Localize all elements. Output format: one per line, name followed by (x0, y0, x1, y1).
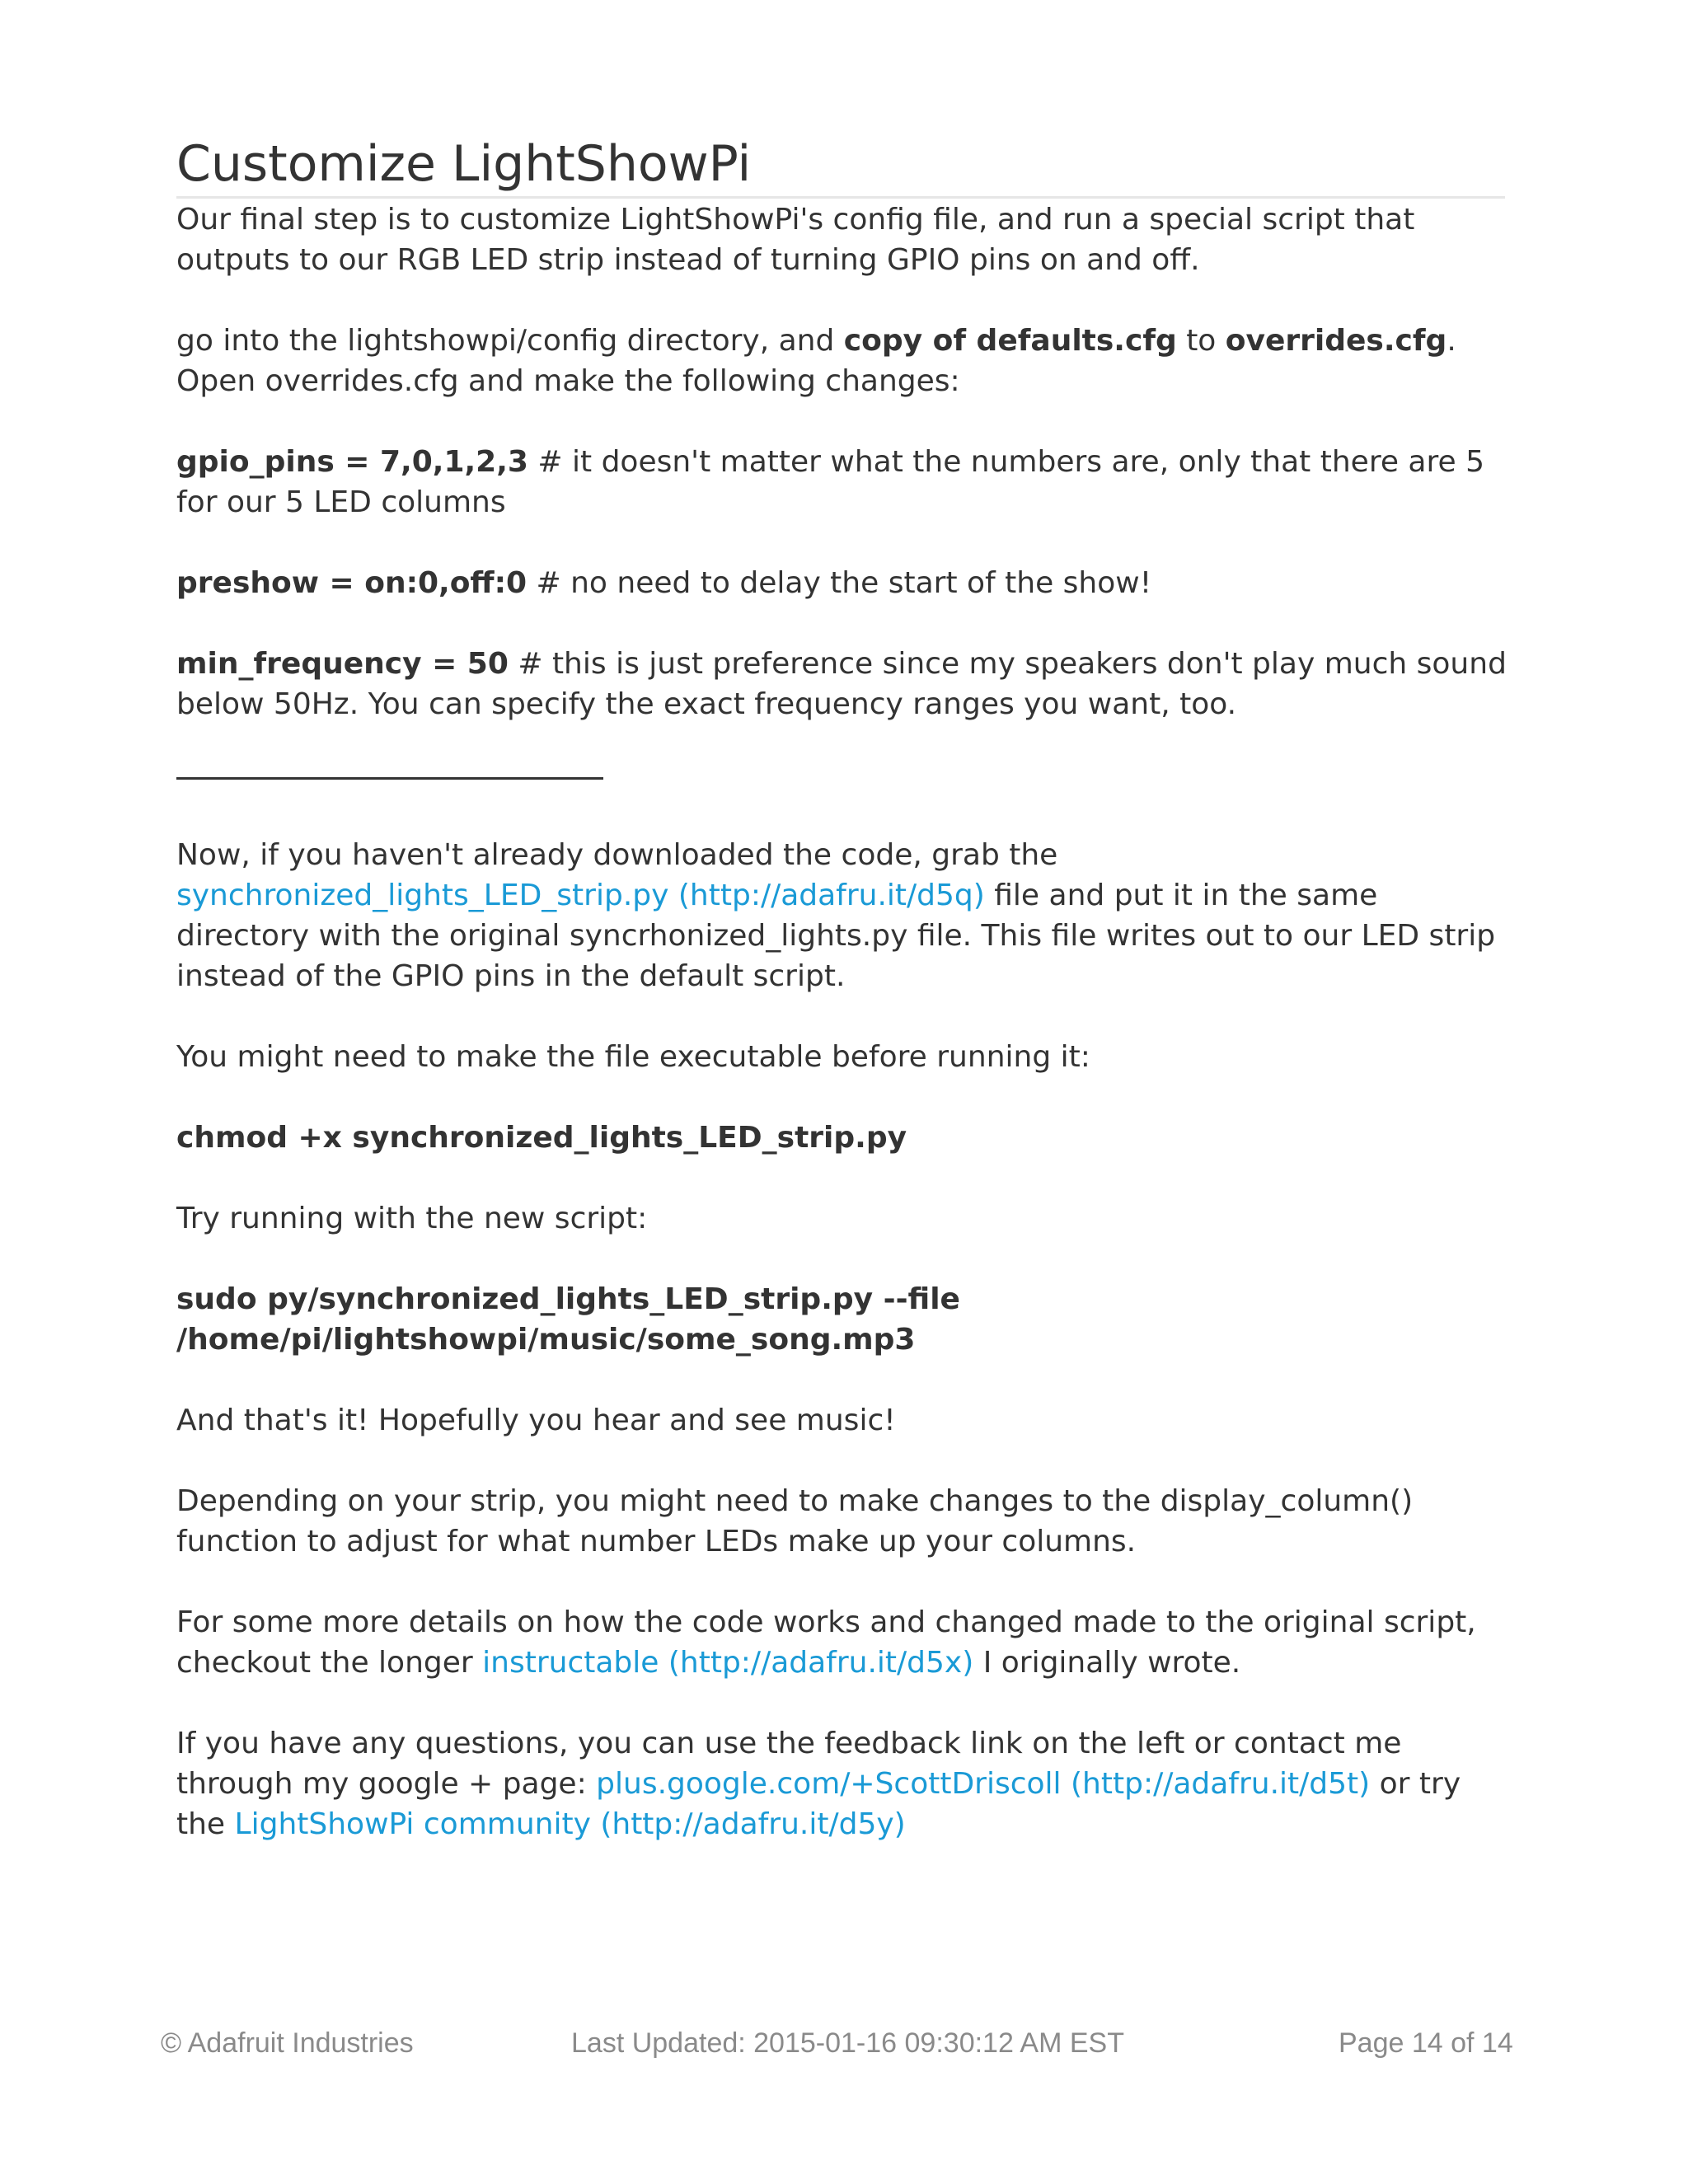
text-segment: If you have any questions, you can use the feedback link on the left or contact me through my google + page: (176, 1727, 1402, 1801)
done-paragraph: And that's it! Hopefully you hear and see music! (176, 1404, 896, 1437)
questions-paragraph (176, 1723, 1512, 1844)
text-segment: . Open overrides.cfg and make the following changes: (176, 324, 1456, 398)
preshow-note: # no need to delay the start of the show! (527, 566, 1152, 600)
text-segment: For some more details on how the code works and changed made to the original script, checkout the longer (176, 1605, 1476, 1680)
footer-copyright: © Adafruit Industries (161, 2027, 414, 2059)
footer-last-updated: Last Updated: 2015-01-16 09:30:12 AM EST (571, 2027, 1125, 2059)
page-footer (0, 2027, 1688, 2064)
text-segment: file and put it in the same directory with the original syncrhonized_lights.py file. This file writes out to our LED strip instead of the GPIO pins in the default script. (176, 879, 1496, 993)
preshow-code: preshow = on:0,off:0 (176, 566, 528, 600)
page-title: Customize LightShowPi (176, 132, 1505, 199)
preshow-setting (176, 563, 1512, 603)
sudo-command (176, 1279, 1198, 1360)
text-segment: Now, if you haven't already downloaded the code, grab the (176, 838, 1058, 872)
more-details-paragraph (176, 1602, 1512, 1683)
footer-page-number: Page 14 of 14 (1339, 2027, 1513, 2059)
google-plus-link[interactable]: plus.google.com/+ScottDriscoll (http://adafru.it/d5t) (596, 1767, 1371, 1801)
text-segment: go into the lightshowpi/config directory, and (176, 324, 844, 358)
article-body (176, 199, 1512, 1885)
depending-paragraph: Depending on your strip, you might need to make changes to the display_column() function to adjust for what number LEDs make up your columns. (176, 1484, 1414, 1558)
sudo-command-text: sudo py/synchronized_lights_LED_strip.py --file /home/pi/lightshowpi/music/some_song.mp3 (176, 1282, 960, 1357)
chmod-command (176, 1118, 1512, 1158)
min-frequency-code: min_frequency = 50 (176, 647, 509, 681)
text-segment: or try the (176, 1767, 1461, 1841)
chmod-command-text: chmod +x synchronized_lights_LED_strip.py (176, 1121, 907, 1155)
min-frequency-setting (176, 644, 1512, 724)
executable-paragraph: You might need to make the file executable before running it: (176, 1040, 1090, 1074)
bold-overrides-cfg: overrides.cfg (1225, 324, 1447, 358)
community-link[interactable]: LightShowPi community (http://adafru.it/d5y) (234, 1807, 906, 1841)
instructable-link[interactable]: instructable (http://adafru.it/d5x) (482, 1646, 974, 1680)
intro-paragraph: Our final step is to customize LightShowPi's config file, and run a special script that outputs to our RGB LED strip instead of turning GPIO pins on and off. (176, 203, 1415, 277)
gpio-pins-code: gpio_pins = 7,0,1,2,3 (176, 445, 528, 479)
download-paragraph (176, 835, 1512, 996)
text-segment: to (1176, 324, 1226, 358)
text-segment: I originally wrote. (973, 1646, 1241, 1680)
horizontal-rule (176, 777, 603, 780)
min-frequency-note: # this is just preference since my speakers don't play much sound below 50Hz. You can specify the exact frequency ranges you want, too. (176, 647, 1507, 721)
synchronized-lights-link[interactable]: synchronized_lights_LED_strip.py (http://adafru.it/d5q) (176, 879, 985, 912)
gpio-pins-note: # it doesn't matter what the numbers are, only that there are 5 for our 5 LED columns (176, 445, 1484, 519)
config-instructions-paragraph (176, 321, 1512, 401)
bold-defaults-cfg: copy of defaults.cfg (843, 324, 1177, 358)
gpio-pins-setting (176, 442, 1512, 523)
try-running-paragraph: Try running with the new script: (176, 1202, 648, 1235)
